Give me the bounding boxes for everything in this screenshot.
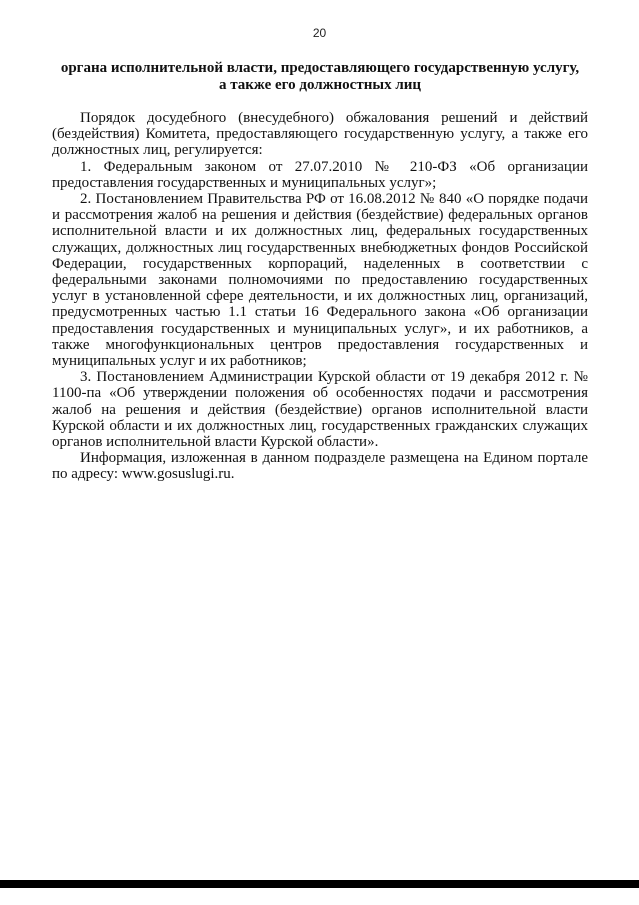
info-paragraph: Информация, изложенная в данном подразделе размещена на Едином портале по адресу: www.gosuslugi.ru. <box>52 450 588 483</box>
page-number: 20 <box>312 26 327 40</box>
list-item-1: 1. Федеральным законом от 27.07.2010 № 210-ФЗ «Об организации предоставления государственных и муниципальных услуг»; <box>52 158 588 191</box>
body-text <box>52 110 588 483</box>
list-item-2: 2. Постановлением Правительства РФ от 16.08.2012 № 840 «О порядке подачи и рассмотрения жалоб на решения и действия (бездействие) федеральных органов исполнительной власти и их должностных лиц, федеральных государственных служащих, должностных лиц государственных внебюджетных фондов Российской Федерации, государственных корпораций, наделенных в соответствии с федеральными законами полномочиями по предоставлению государственных услуг в установленной сфере деятельности, и их должностных лиц, организаций, предусмотренных частью 1.1 статьи 16 Федерального закона «Об организации предоставления государственных и муниципальных услуг», и их работников, а также многофункциональных центров предоставления государственных и муниципальных услуг и их работников; <box>52 191 588 370</box>
bottom-border <box>0 880 639 888</box>
intro-paragraph: Порядок досудебного (внесудебного) обжалования решений и действий (бездействия) Комитета, предоставляющего государственную услугу, а также его должностных лиц, регулируется: <box>52 110 588 159</box>
list-item-3: 3. Постановлением Администрации Курской области от 19 декабря 2012 г. № 1100-па «Об утверждении положения об особенностях подачи и рассмотрения жалоб на решения и действия (бездействие) органов исполнительной власти Курской области и их должностных лиц, государственных гражданских служащих органов исполнительной власти Курской области». <box>52 369 588 451</box>
section-heading <box>52 60 588 94</box>
heading-line-2: а также его должностных лиц <box>218 77 422 93</box>
heading-line-1: органа исполнительной власти, предоставляющего государственную услугу, <box>60 60 580 76</box>
